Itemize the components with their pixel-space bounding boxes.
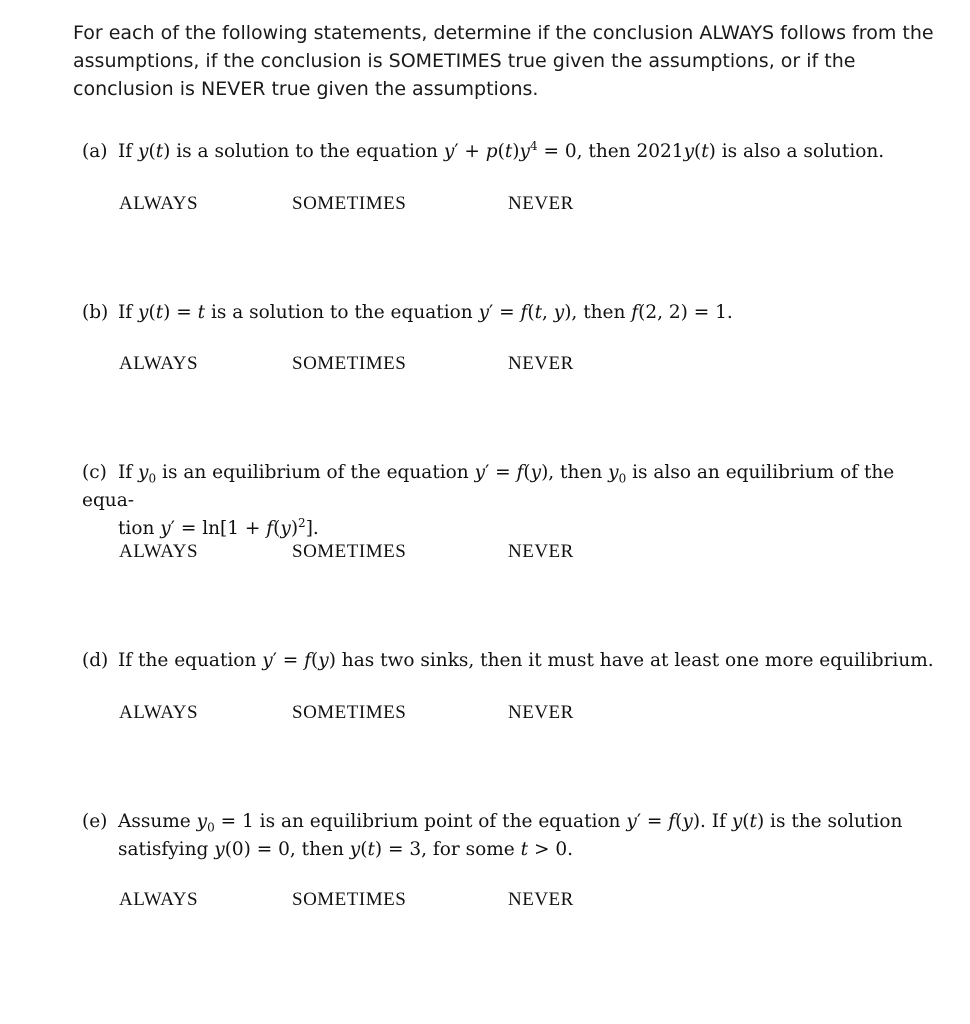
question-label: (c) — [82, 462, 107, 483]
question-e: (e) Assume $y_0 = 1$ is an equilibrium point of the equation y′ = f(y). If y(t) is the solution satisfying y(0) = 0, then y(t) = 3, for some t > 0. — [82, 808, 942, 864]
option-always[interactable]: ALWAYS — [119, 541, 199, 562]
option-always[interactable]: ALWAYS — [119, 353, 199, 374]
question-a: (a) If y(t) is a solution to the equation $y' + p(t)y^4 = 0$, then 2021y(t) is also a solution. — [82, 138, 884, 166]
option-sometimes[interactable]: SOMETIMES — [292, 889, 407, 910]
question-d: (d) If the equation y′ = f(y) has two sinks, then it must have at least one more equilibrium. — [82, 647, 934, 675]
question-label: (d) — [82, 650, 109, 671]
option-never[interactable]: NEVER — [508, 541, 574, 562]
option-never[interactable]: NEVER — [508, 193, 574, 214]
option-always[interactable]: ALWAYS — [119, 889, 199, 910]
option-sometimes[interactable]: SOMETIMES — [292, 702, 407, 723]
option-sometimes[interactable]: SOMETIMES — [292, 353, 407, 374]
question-b: (b) If y(t) = t is a solution to the equation y′ = f(t, y), then f(2, 2) = 1. — [82, 299, 733, 327]
option-always[interactable]: ALWAYS — [119, 702, 199, 723]
question-label: (b) — [82, 302, 109, 323]
question-label: (e) — [82, 811, 108, 832]
option-never[interactable]: NEVER — [508, 889, 574, 910]
option-always[interactable]: ALWAYS — [119, 193, 199, 214]
question-c: (c) If $y_0$ is an equilibrium of the equation y′ = f(y), then $y_0$ is also an equilibrium of the equa- tion $y' = \ln[1 + f(y)^2]$. — [82, 459, 942, 543]
option-never[interactable]: NEVER — [508, 353, 574, 374]
question-label: (a) — [82, 141, 108, 162]
option-sometimes[interactable]: SOMETIMES — [292, 541, 407, 562]
option-never[interactable]: NEVER — [508, 702, 574, 723]
option-sometimes[interactable]: SOMETIMES — [292, 193, 407, 214]
instructions: For each of the following statements, determine if the conclusion ALWAYS follows from the assumptions, if the conclusion is SOMETIMES true given the assumptions, or if the conclusion is NEVER true given the assumptions. — [73, 22, 934, 100]
